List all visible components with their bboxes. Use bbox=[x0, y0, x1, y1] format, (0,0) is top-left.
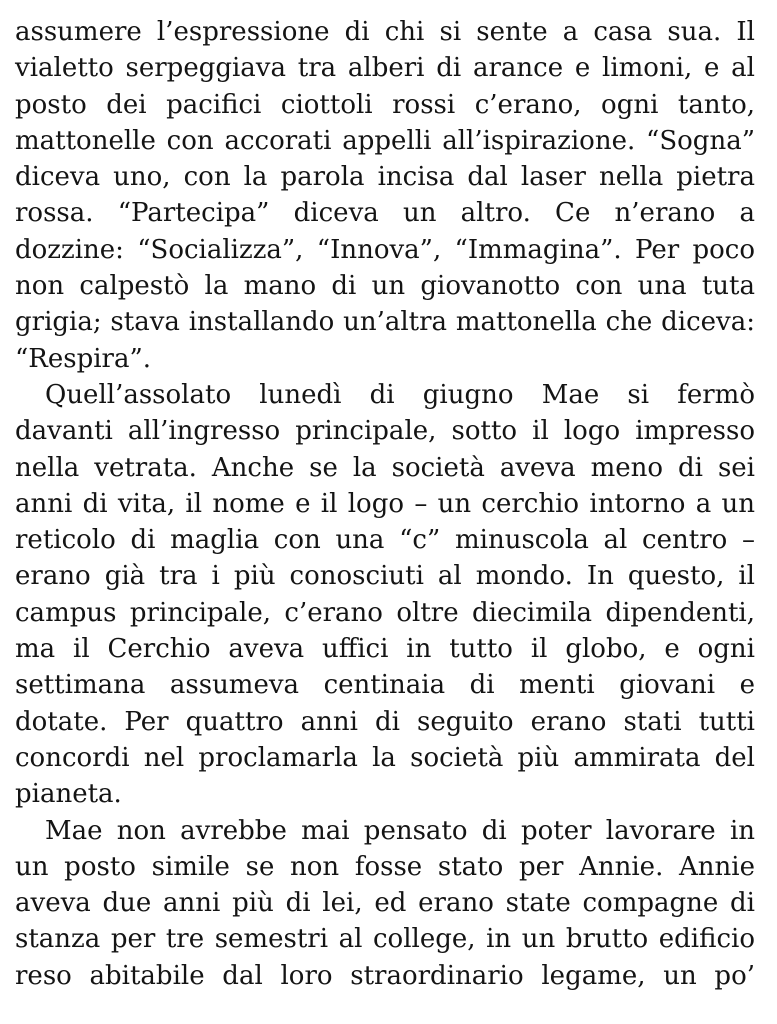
text-line: reso abitabile dal loro straordinario legame, un po’ bbox=[15, 960, 755, 991]
text-line: vialetto serpeggiava tra alberi di arance e limoni, e al bbox=[15, 53, 755, 84]
text-line: rossa. “Partecipa” diceva un altro. Ce n’erano a bbox=[15, 198, 755, 229]
text-line: concordi nel proclamarla la società più ammirata del bbox=[15, 742, 755, 773]
text-line: campus principale, c’erano oltre diecimila dipendenti, bbox=[15, 597, 755, 628]
paragraph bbox=[15, 377, 755, 813]
text-line: Quell’assolato lunedì di giugno Mae si fermò bbox=[45, 379, 755, 410]
text-line: nella vetrata. Anche se la società aveva meno di sei bbox=[15, 452, 755, 483]
text-line: pianeta. bbox=[15, 779, 122, 810]
text-line: mattonelle con accorati appelli all’ispirazione. “Sogna” bbox=[15, 125, 755, 156]
text-line: reticolo di maglia con una “c” minuscola al centro – bbox=[15, 525, 755, 556]
text-line: erano già tra i più conosciuti al mondo. In questo, il bbox=[15, 561, 755, 592]
text-line: ma il Cerchio aveva uffici in tutto il globo, e ogni bbox=[15, 634, 755, 665]
text-line: stanza per tre semestri al college, in un brutto edificio bbox=[15, 924, 755, 955]
text-line: Mae non avrebbe mai pensato di poter lavorare in bbox=[45, 815, 755, 846]
text-line: dotate. Per quattro anni di seguito erano stati tutti bbox=[15, 706, 755, 737]
text-line: un posto simile se non fosse stato per Annie. Annie bbox=[15, 851, 755, 882]
paragraph bbox=[15, 14, 755, 377]
text-line: dozzine: “Socializza”, “Innova”, “Immagina”. Per poco bbox=[15, 234, 755, 265]
paragraph bbox=[15, 813, 755, 994]
text-line: grigia; stava installando un’altra mattonella che diceva: bbox=[15, 307, 755, 338]
text-line: diceva uno, con la parola incisa dal laser nella pietra bbox=[15, 162, 755, 193]
text-line: aveva due anni più di lei, ed erano state compagne di bbox=[15, 888, 755, 919]
text-line: anni di vita, il nome e il logo – un cerchio intorno a un bbox=[15, 488, 755, 519]
text-line: “Respira”. bbox=[15, 343, 152, 374]
text-line: davanti all’ingresso principale, sotto il logo impresso bbox=[15, 416, 755, 447]
text-line: non calpestò la mano di un giovanotto con una tuta bbox=[15, 271, 755, 302]
text-line: settimana assumeva centinaia di menti giovani e bbox=[15, 670, 755, 701]
text-line: assumere l’espressione di chi si sente a casa sua. Il bbox=[15, 17, 755, 47]
book-page bbox=[15, 14, 755, 994]
text-line: posto dei pacifici ciottoli rossi c’erano, ogni tanto, bbox=[15, 89, 755, 120]
